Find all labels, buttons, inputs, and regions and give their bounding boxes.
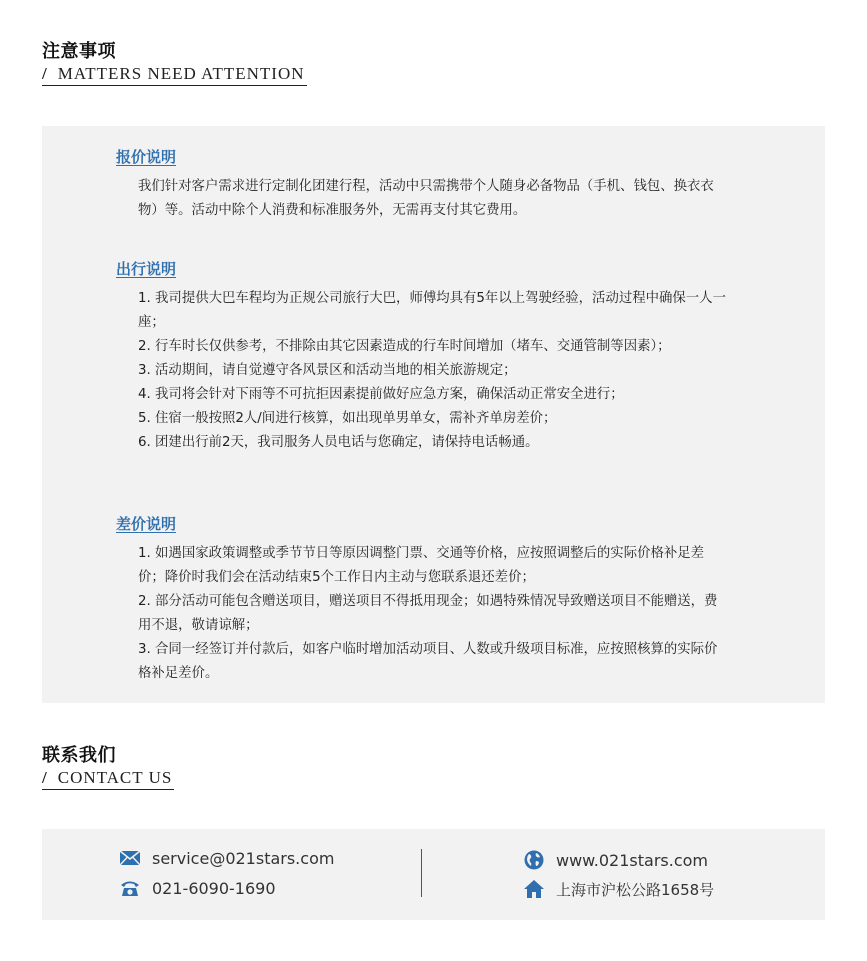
price-diff-body <box>138 542 726 686</box>
price-diff-heading: 差价说明 <box>116 515 177 533</box>
price-diff-line-3: 3. 合同一经签订并付款后，如客户临时增加活动项目、人数或升级项目标准，应按照核算的实际价格补足差价。 <box>138 642 718 681</box>
phone-icon <box>118 877 142 899</box>
notes-title: 注意事项 <box>42 41 116 62</box>
travel-line-6: 6. 团建出行前2天，我司服务人员电话与您确定，请保持电话畅通。 <box>138 435 539 450</box>
address-text: 上海市沪松公路1658号 <box>556 880 715 899</box>
mail-icon <box>118 847 142 869</box>
travel-section <box>116 258 726 455</box>
contact-subtitle-text: CONTACT US <box>57 768 173 787</box>
notes-subtitle-text: MATTERS NEED ATTENTION <box>57 64 305 83</box>
travel-line-5: 5. 住宿一般按照2人/间进行核算，如出现单男单女，需补齐单房差价； <box>138 411 557 426</box>
travel-line-4: 4. 我司将会针对下雨等不可抗拒因素提前做好应急方案，确保活动正常安全进行； <box>138 387 624 402</box>
contact-subtitle-slash: / <box>42 768 48 787</box>
price-diff-line-2: 2. 部分活动可能包含赠送项目，赠送项目不得抵用现金；如遇特殊情况导致赠送项目不能赠送，费用不退，敬请谅解； <box>138 594 718 633</box>
phone-text[interactable]: 021-6090-1690 <box>152 878 276 898</box>
email-item[interactable] <box>118 847 334 869</box>
contact-subtitle <box>42 768 174 790</box>
quote-heading: 报价说明 <box>116 148 177 166</box>
notes-subtitle <box>42 64 307 86</box>
travel-body <box>138 287 726 455</box>
notes-subtitle-slash: / <box>42 64 48 83</box>
website-item[interactable] <box>522 849 708 871</box>
email-text[interactable]: service@021stars.com <box>152 848 335 868</box>
phone-item[interactable] <box>118 877 276 899</box>
contact-divider <box>421 849 422 897</box>
price-diff-line-1: 1. 如遇国家政策调整或季节节日等原因调整门票、交通等价格，应按照调整后的实际价格补足差价；降价时我们会在活动结束5个工作日内主动与您联系退还差价； <box>138 546 705 585</box>
notes-panel <box>42 126 825 703</box>
travel-line-3: 3. 活动期间，请自觉遵守各风景区和活动当地的相关旅游规定； <box>138 363 517 378</box>
travel-line-1: 1. 我司提供大巴车程均为正规公司旅行大巴，师傅均具有5年以上驾驶经验，活动过程中确保一人一座； <box>138 291 726 330</box>
globe-icon <box>522 849 546 871</box>
price-diff-section <box>116 513 726 686</box>
home-icon <box>522 878 546 900</box>
travel-line-2: 2. 行车时长仅供参考，不排除由其它因素造成的行车时间增加（堵车、交通管制等因素）； <box>138 339 671 354</box>
travel-heading: 出行说明 <box>116 260 177 278</box>
contact-title: 联系我们 <box>42 745 116 766</box>
quote-section <box>116 146 726 223</box>
quote-line: 我们针对客户需求进行定制化团建行程，活动中只需携带个人随身必备物品（手机、钱包、换衣衣物）等。活动中除个人消费和标准服务外，无需再支付其它费用。 <box>138 179 714 218</box>
contact-panel <box>42 829 825 920</box>
quote-body <box>138 175 726 223</box>
website-text[interactable]: www.021stars.com <box>556 850 708 870</box>
address-item <box>522 878 714 900</box>
